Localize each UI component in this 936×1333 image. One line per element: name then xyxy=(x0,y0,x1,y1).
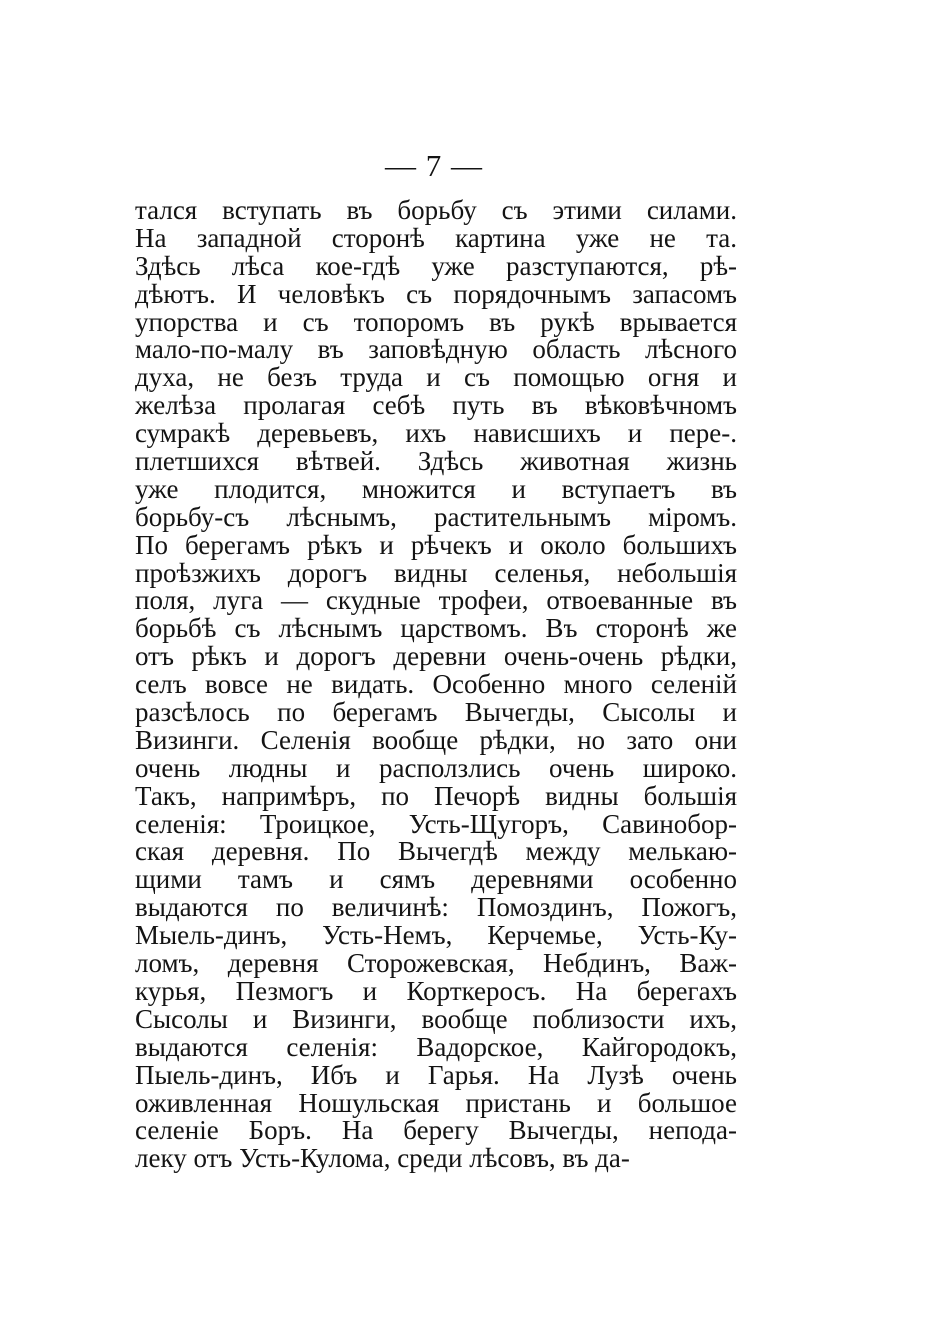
text-line: курья, Пезмогъ и Корткеросъ. На берегахъ xyxy=(135,975,737,1006)
text-line: тался вступать въ борьбу съ этими силами. xyxy=(135,195,737,225)
text-line: поля, луга — скудные трофеи, отвоеванные въ xyxy=(135,585,737,616)
text-line: По берегамъ рѣкъ и рѣчекъ и около большихъ xyxy=(135,529,737,560)
text-line: разсѣлось по берегамъ Вычегды, Сысолы и xyxy=(135,697,737,728)
text-line: На западной сторонѣ картина уже не та. xyxy=(135,222,737,253)
text-line: сумракѣ деревьевъ, ихъ нависшихъ и пере-. xyxy=(135,418,737,449)
text-line: мало-по-малу въ заповѣдную область лѣсного xyxy=(135,334,737,365)
text-line: ломъ, деревня Сторожевская, Небдинъ, Важ- xyxy=(135,948,737,979)
text-line: Сысолы и Визинги, вообще поблизости ихъ, xyxy=(135,1003,737,1034)
text-line: дѣютъ. И человѣкъ съ порядочнымъ запасомъ xyxy=(135,278,737,309)
text-line: выдаются селенія: Вадорское, Кайгородокъ, xyxy=(135,1031,737,1062)
page-number: — 7 — xyxy=(385,148,483,183)
text-line: борьбу-съ лѣснымъ, растительнымъ міромъ. xyxy=(135,501,737,532)
text-line: Пыель-динъ, Ибъ и Гарья. На Лузѣ очень xyxy=(135,1059,737,1090)
text-line: уже плодится, множится и вступаетъ въ xyxy=(135,473,737,504)
text-line: плетшихся вѣтвей. Здѣсь животная жизнь xyxy=(135,446,737,477)
text-line: желѣза пролагая себѣ путь въ вѣковѣчномъ xyxy=(135,390,737,421)
text-line: Здѣсь лѣса кое-гдѣ уже разступаются, рѣ- xyxy=(135,250,737,281)
text-line: духа, не безъ труда и съ помощью огня и xyxy=(135,362,737,393)
text-line: отъ рѣкъ и дорогъ деревни очень-очень рѣдки, xyxy=(135,641,737,672)
text-line: ская деревня. По Вычегдѣ между мелькаю- xyxy=(135,836,737,867)
text-line: леку отъ Усть-Кулома, среди лѣсовъ, въ да- xyxy=(135,1143,630,1174)
text-line: борьбѣ съ лѣснымъ царствомъ. Въ сторонѣ же xyxy=(135,613,737,644)
text-line: селъ вовсе не видать. Особенно много селеній xyxy=(135,669,737,700)
text-line: проѣзжихъ дорогъ видны селенья, небольшія xyxy=(135,557,737,588)
body-text xyxy=(135,197,737,1173)
text-line: оживленная Ношульская пристань и большое xyxy=(135,1087,737,1118)
text-line: щими тамъ и сямъ деревнями особенно xyxy=(135,864,737,895)
text-line: выдаются по величинѣ: Помоздинъ, Пожогъ, xyxy=(135,892,737,923)
text-line: Такъ, напримѣръ, по Печорѣ видны большія xyxy=(135,780,737,811)
text-line: Мыель-динъ, Усть-Немъ, Керчемье, Усть-Ку- xyxy=(135,920,737,951)
text-line: селеніе Боръ. На берегу Вычегды, непода- xyxy=(135,1115,737,1146)
text-line: Визинги. Селенія вообще рѣдки, но зато они xyxy=(135,724,737,755)
text-line: упорства и съ топоромъ въ рукѣ врывается xyxy=(135,306,737,337)
text-line: селенія: Троицкое, Усть-Щугоръ, Савинобор- xyxy=(135,808,737,839)
text-line: очень людны и расползлись очень широко. xyxy=(135,752,737,783)
